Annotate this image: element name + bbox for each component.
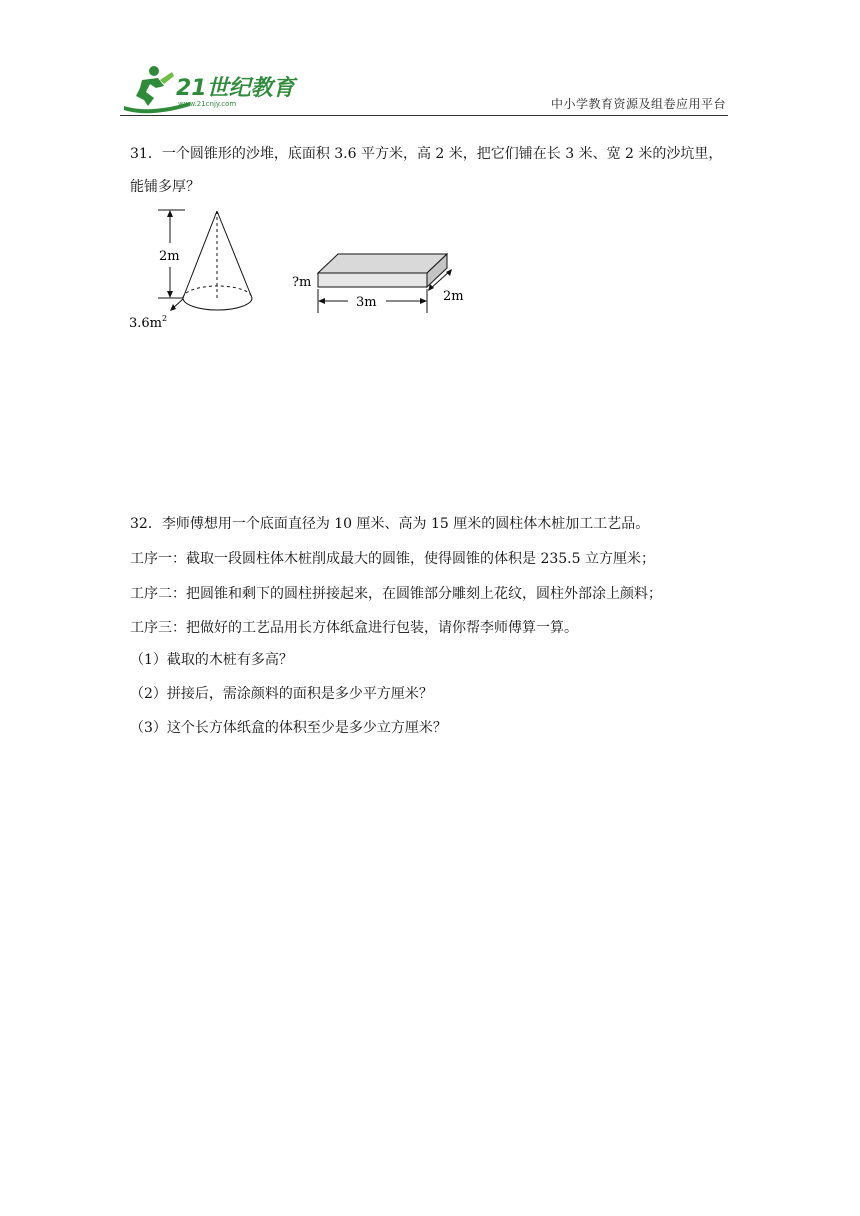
q32-step2: 工序二：把圆锥和剩下的圆柱拼接起来，在圆锥部分雕刻上花纹，圆柱外部涂上颜料； — [130, 586, 662, 602]
logo — [120, 62, 300, 114]
q32-sub1: （1）截取的木桩有多高？ — [130, 652, 293, 668]
logo-text: 21世纪教育 — [176, 76, 295, 101]
cone-figure — [125, 205, 265, 335]
cone-base-label: $3.6m^2$ — [129, 314, 168, 331]
q32-step1: 工序一：截取一段圆柱体木桩削成最大的圆锥，使得圆锥的体积是 235.5 立方厘米； — [130, 551, 655, 567]
box-length-label: 3m — [356, 295, 377, 310]
box-front-face — [318, 273, 427, 287]
logo-url-text: www.21cnjy.com — [178, 100, 237, 108]
box-figure — [290, 245, 480, 325]
header-divider — [120, 115, 728, 116]
box-height-label: ?m — [292, 275, 312, 290]
cone-height-label: 2m — [159, 249, 180, 264]
q31-text-line1: 31．一个圆锥形的沙堆，底面积 3.6 平方米，高 2 米，把它们铺在长 3 米、宽 2 米的沙坑里， — [130, 146, 723, 162]
arrow-up-icon — [167, 210, 173, 217]
box-width-label: 2m — [443, 289, 464, 304]
arrow-right-icon — [420, 298, 427, 304]
q32-sub2: （2）拼接后，需涂颜料的面积是多少平方厘米？ — [130, 686, 433, 702]
cone-base-front — [183, 298, 252, 310]
platform-name: 中小学教育资源及组卷应用平台 — [550, 97, 726, 111]
page-header — [120, 62, 728, 118]
arrow-down-icon — [167, 291, 173, 298]
q32-intro: 32．李师傅想用一个底面直径为 10 厘米、高为 15 厘米的圆柱体木桩加工工艺品。 — [130, 516, 650, 532]
q31-text-line2: 能铺多厚？ — [130, 179, 200, 195]
box-top-face — [318, 254, 447, 273]
cone-right-side — [217, 211, 252, 298]
arrow-pointer-icon — [170, 304, 176, 311]
arrow-up-right-icon — [446, 269, 452, 276]
q32-sub3: （3）这个长方体纸盒的体积至少是多少立方厘米？ — [130, 720, 447, 736]
q32-step3: 工序三：把做好的工艺品用长方体纸盒进行包装，请你帮李师傅算一算。 — [130, 620, 578, 636]
arrow-left-icon — [318, 298, 325, 304]
cone-left-side — [183, 211, 217, 298]
